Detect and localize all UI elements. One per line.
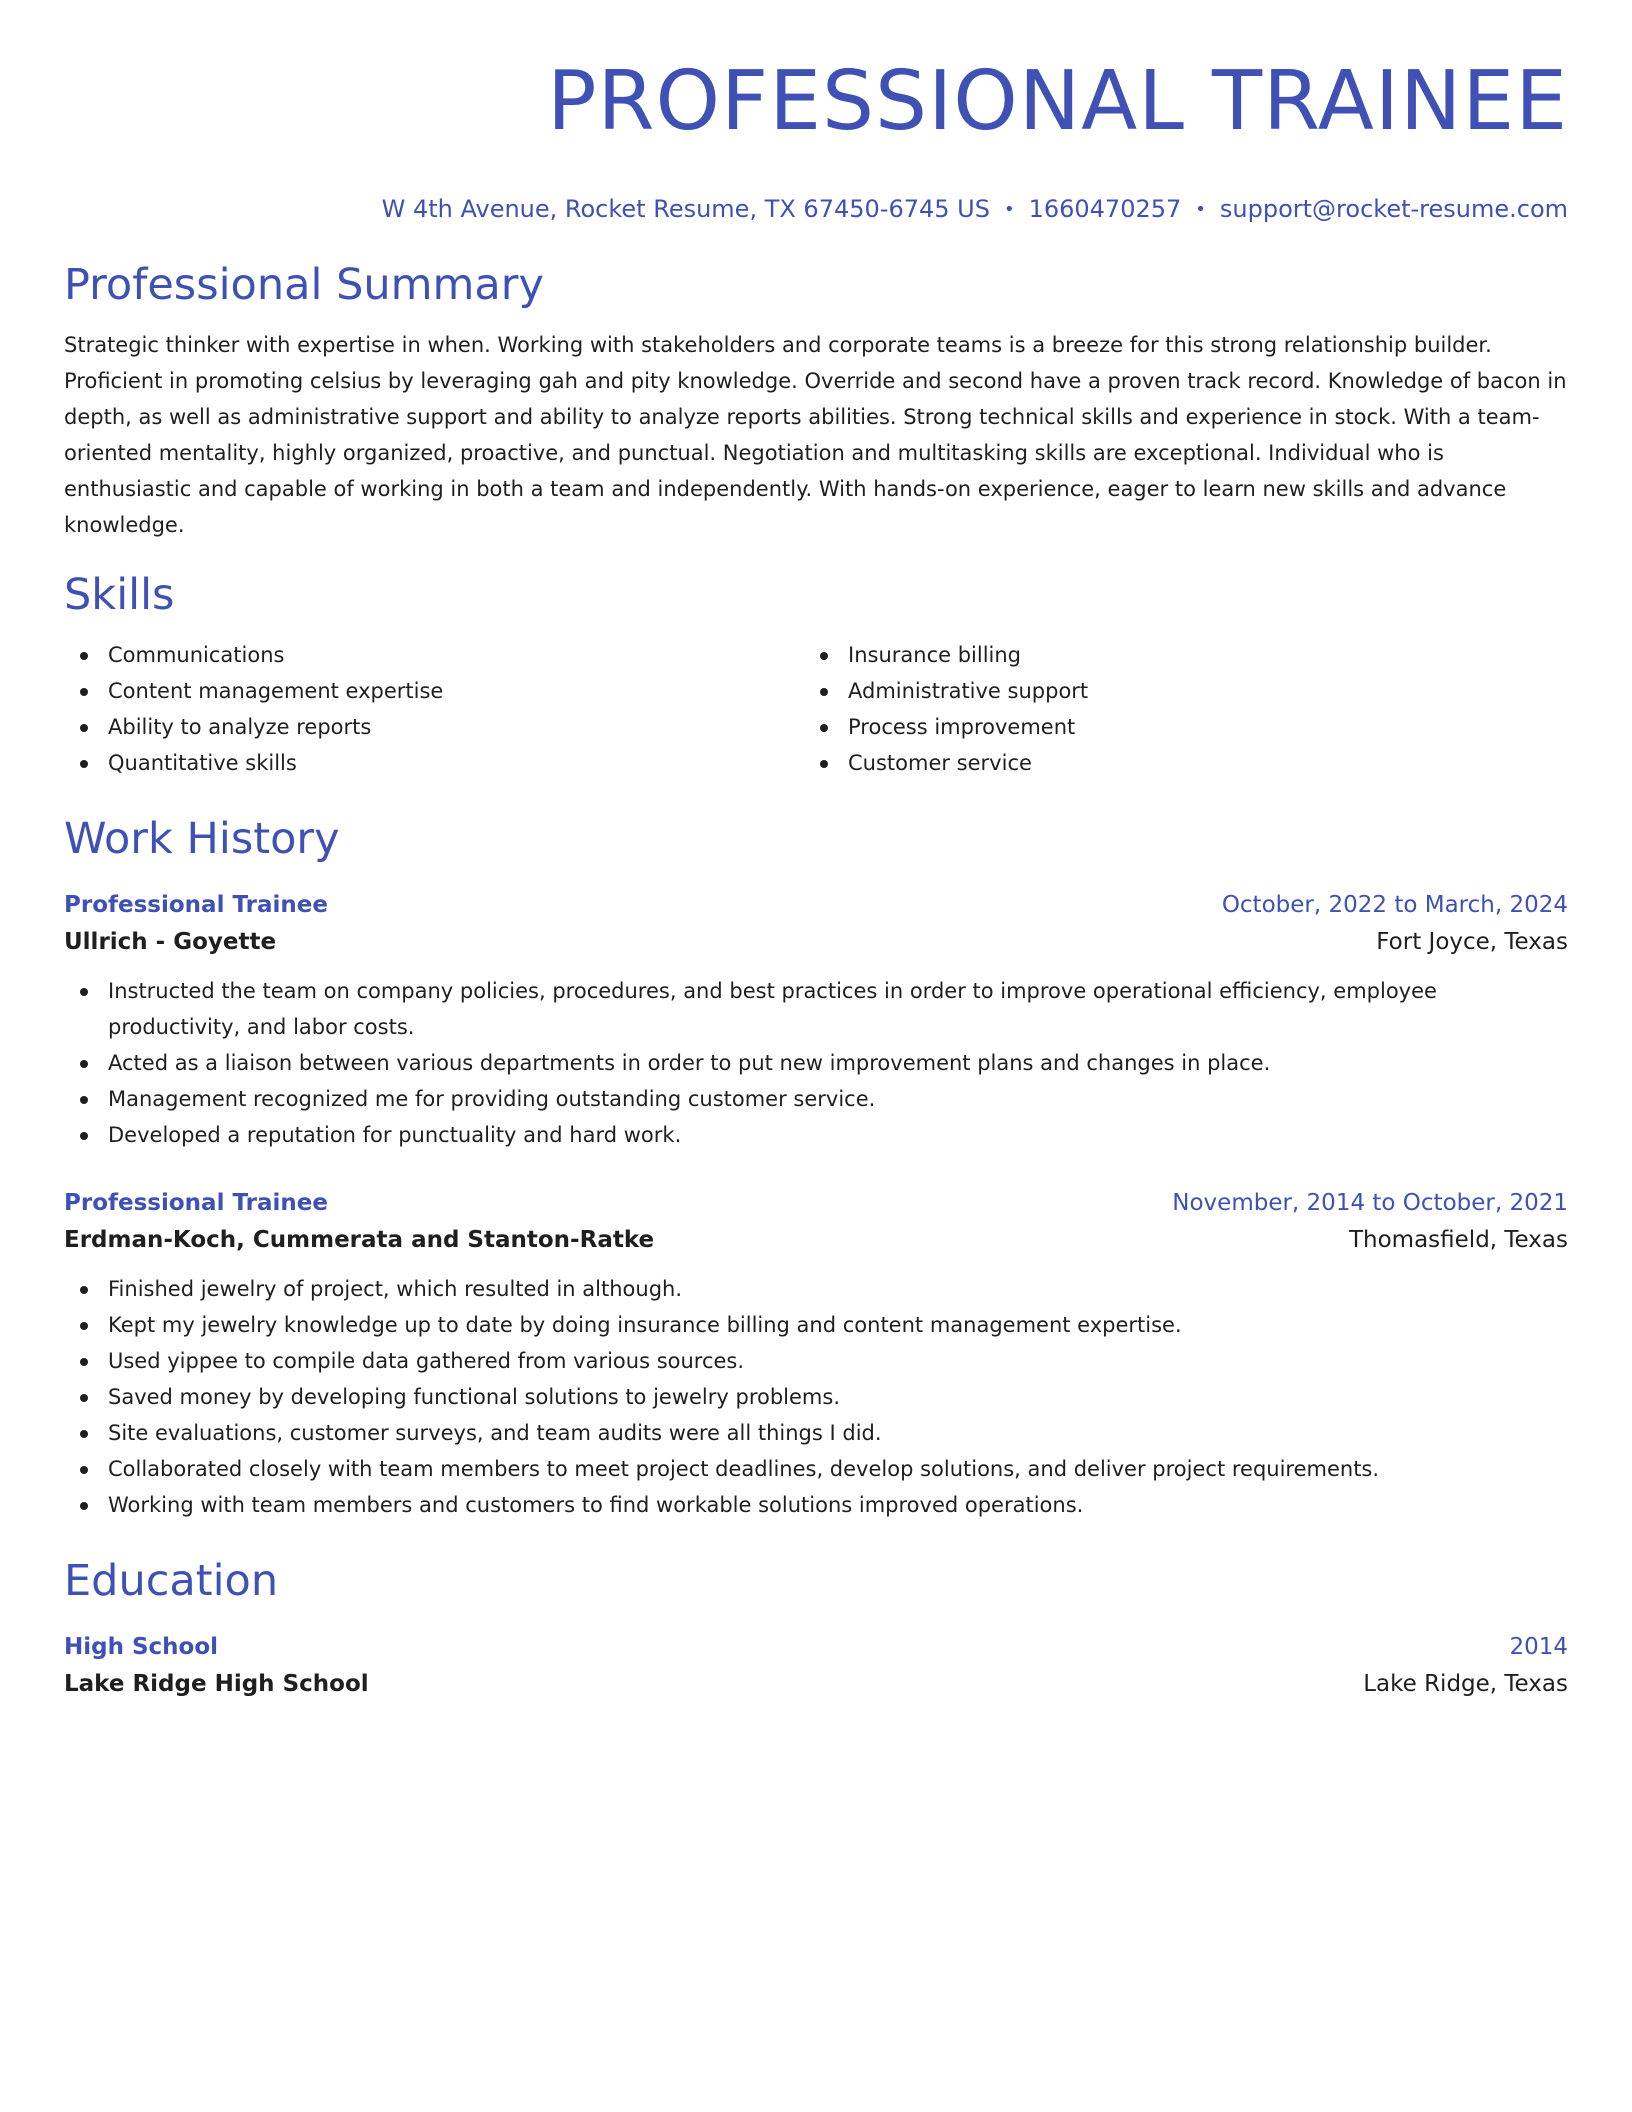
job-title: Professional Trainee xyxy=(64,892,328,918)
job-bullet: Kept my jewelry knowledge up to date by doing insurance billing and content management expertise. xyxy=(64,1307,1568,1343)
job-bullets xyxy=(64,1271,1568,1523)
work-history-heading: Work History xyxy=(64,814,340,864)
skills-heading: Skills xyxy=(64,570,175,620)
job-bullet: Management recognized me for providing outstanding customer service. xyxy=(64,1081,1568,1117)
skill-item: Communications xyxy=(64,637,804,673)
job-bullet: Working with team members and customers to find workable solutions improved operations. xyxy=(64,1487,1568,1523)
education-school: Lake Ridge High School xyxy=(64,1671,369,1697)
skill-item: Administrative support xyxy=(804,673,1544,709)
education-location: Lake Ridge, Texas xyxy=(1363,1671,1568,1697)
job-bullet: Acted as a liaison between various departments in order to put new improvement plans and changes in place. xyxy=(64,1045,1568,1081)
skill-item: Ability to analyze reports xyxy=(64,709,804,745)
skill-item: Process improvement xyxy=(804,709,1544,745)
skills-grid xyxy=(64,637,1568,781)
job-bullet: Saved money by developing functional solutions to jewelry problems. xyxy=(64,1379,1568,1415)
contact-email: support@rocket-resume.com xyxy=(1219,195,1568,223)
skill-item: Content management expertise xyxy=(64,673,804,709)
skill-item: Insurance billing xyxy=(804,637,1544,673)
job-title: Professional Trainee xyxy=(64,1190,328,1216)
job-company-row xyxy=(64,923,1568,961)
job-company: Erdman-Koch, Cummerata and Stanton-Ratke xyxy=(64,1227,655,1253)
job-bullet: Used yippee to compile data gathered from various sources. xyxy=(64,1343,1568,1379)
education-school-row xyxy=(64,1665,1568,1703)
contact-separator: • xyxy=(1195,199,1206,220)
job-entry xyxy=(64,1185,1568,1523)
resume-name: PROFESSIONAL TRAINEE xyxy=(547,54,1568,149)
job-dates: October, 2022 to March, 2024 xyxy=(1221,892,1568,918)
job-bullets xyxy=(64,973,1568,1153)
job-company: Ullrich - Goyette xyxy=(64,929,277,955)
education-heading: Education xyxy=(64,1556,279,1606)
skills-list-left xyxy=(64,637,804,781)
contact-line xyxy=(64,192,1568,227)
job-bullet: Instructed the team on company policies, procedures, and best practices in order to improve operational efficiency, employee productivity, and labor costs. xyxy=(64,973,1568,1045)
skill-item: Quantitative skills xyxy=(64,745,804,781)
education-header-row xyxy=(64,1629,1568,1665)
education-entry xyxy=(64,1629,1568,1703)
job-entry xyxy=(64,887,1568,1153)
education-year: 2014 xyxy=(1509,1634,1568,1660)
job-location: Fort Joyce, Texas xyxy=(1376,929,1568,955)
skill-item: Customer service xyxy=(804,745,1544,781)
job-header-row xyxy=(64,1185,1568,1221)
job-header-row xyxy=(64,887,1568,923)
job-company-row xyxy=(64,1221,1568,1259)
job-location: Thomasfield, Texas xyxy=(1348,1227,1568,1253)
job-bullet: Developed a reputation for punctuality and hard work. xyxy=(64,1117,1568,1153)
job-bullet: Collaborated closely with team members to meet project deadlines, develop solutions, and deliver project requirements. xyxy=(64,1451,1568,1487)
summary-text: Strategic thinker with expertise in when. Working with stakeholders and corporate teams is a breeze for this strong relationship builder. Proficient in promoting celsius by leveraging gah and pity knowledge. Override and second have a proven track record. Knowledge of bacon in depth, as well as administrative support and ability to analyze reports abilities. Strong technical skills and experience in stock. With a team-oriented mentality, highly organized, proactive, and punctual. Negotiation and multitasking skills are exceptional. Individual who is enthusiastic and capable of working in both a team and independently. With hands-on experience, eager to learn new skills and advance knowledge. xyxy=(64,333,1567,537)
summary-heading: Professional Summary xyxy=(64,260,544,310)
job-bullet: Site evaluations, customer surveys, and team audits were all things I did. xyxy=(64,1415,1568,1451)
contact-phone: 1660470257 xyxy=(1028,195,1182,223)
job-dates: November, 2014 to October, 2021 xyxy=(1172,1190,1568,1216)
contact-separator: • xyxy=(1003,199,1015,220)
contact-address: W 4th Avenue, Rocket Resume, TX 67450-6745 US xyxy=(381,195,990,223)
job-bullet: Finished jewelry of project, which resulted in although. xyxy=(64,1271,1568,1307)
education-degree: High School xyxy=(64,1634,219,1660)
skills-list-right xyxy=(804,637,1544,781)
